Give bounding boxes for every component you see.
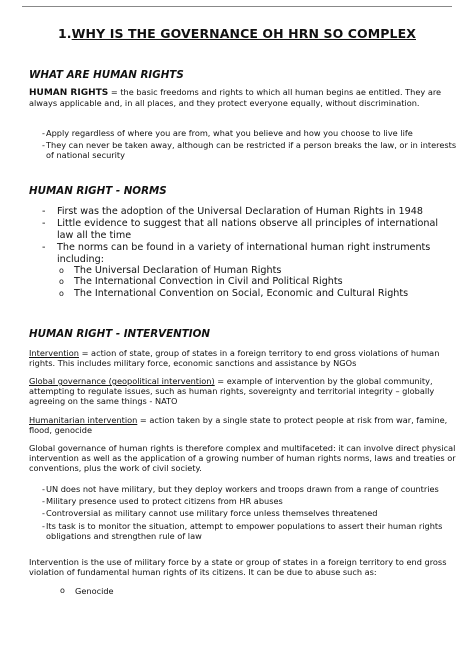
un-bullets: [29, 484, 457, 543]
list-item: - UN does not have military, but they deploy workers and troops drawn from a range of countries: [29, 484, 457, 494]
global-governance-paren: (geopolitical intervention): [108, 376, 215, 386]
list-item: - Its task is to monitor the situation, attempt to empower populations to assert their human rights obligations and strengthen rule of law: [29, 521, 457, 541]
human-rights-term: HUMAN RIGHTS: [29, 88, 109, 98]
humanitarian-intervention-definition: [29, 415, 457, 435]
humanitarian-intervention-term: Humanitarian intervention: [29, 415, 138, 425]
sub-list-item: o Genocide: [58, 586, 458, 596]
list-item: [29, 242, 457, 299]
complexity-paragraph: Global governance of human rights is therefore complex and multifaceted: it can involve direct physical intervention as well as the application of a growing number of human rights norms, laws and treaties or conventions, plus the work of civil society.: [29, 443, 456, 474]
list-item: - Little evidence to suggest that all nations observe all principles of international law all the time: [29, 218, 457, 241]
list-item: - Apply regardless of where you are from, what you believe and how you choose to live life: [29, 128, 457, 138]
sub-list-item: o The International Convention on Social, Economic and Cultural Rights: [57, 288, 457, 299]
human-rights-definition: [29, 87, 457, 108]
list-item-text: The norms can be found in a variety of international human right instruments including:: [57, 242, 431, 265]
heading-what-are-human-rights: WHAT ARE HUMAN RIGHTS: [29, 69, 184, 81]
norms-bullets: [29, 206, 457, 300]
top-divider: [22, 6, 452, 7]
intervention-definition: [29, 348, 457, 368]
global-governance-definition-text: = example of intervention by the global community, attempting to regulate issues, such as human rights, sovereignty and territorial integrity – globally agreeing on the same things - NATO: [29, 376, 435, 407]
abuses-container: [58, 586, 458, 596]
sub-list-item: o The Universal Declaration of Human Rights: [57, 265, 457, 276]
heading-human-right-intervention: HUMAN RIGHT - INTERVENTION: [29, 328, 210, 340]
heading-human-right-norms: HUMAN RIGHT - NORMS: [29, 185, 167, 197]
instruments-list: [57, 265, 457, 299]
closing-paragraph: Intervention is the use of military force by a state or group of states in a foreign territory to end gross violation of fundamental human rights of its citizens. It can be due to abuse such as:: [29, 557, 447, 578]
list-item: - Controversial as military cannot use military force unless themselves threatened: [29, 508, 457, 518]
title-number: 1.: [57, 26, 72, 41]
title-text: WHY IS THE GOVERNANCE OH HRN SO COMPLEX: [71, 26, 416, 41]
human-rights-bullets: [29, 128, 457, 163]
sub-list-item: o The International Convection in Civil and Political Rights: [57, 276, 457, 287]
abuses-list: [58, 586, 458, 596]
page-title: [0, 26, 474, 41]
intervention-definition-text: = action of state, group of states in a foreign territory to end gross violations of human rights. This includes military force, economic sanctions and assistance by NGOs: [29, 348, 440, 369]
human-rights-definition-text: = the basic freedoms and rights to which all human begins ae entitled. They are always applicable and, in all places, and they protect everyone equally, without discrimination.: [29, 87, 442, 109]
global-governance-definition: [29, 376, 457, 407]
list-item: - Military presence used to protect citizens from HR abuses: [29, 496, 457, 506]
intervention-term: Intervention: [29, 348, 79, 358]
global-governance-term: Global governance: [29, 376, 109, 386]
list-item: - They can never be taken away, although can be restricted if a person breaks the law, or in interests of national security: [29, 140, 457, 160]
humanitarian-intervention-definition-text: = action taken by a single state to protect people at risk from war, famine, flood, genocide: [29, 415, 448, 436]
list-item: - First was the adoption of the Universal Declaration of Human Rights in 1948: [29, 206, 457, 217]
